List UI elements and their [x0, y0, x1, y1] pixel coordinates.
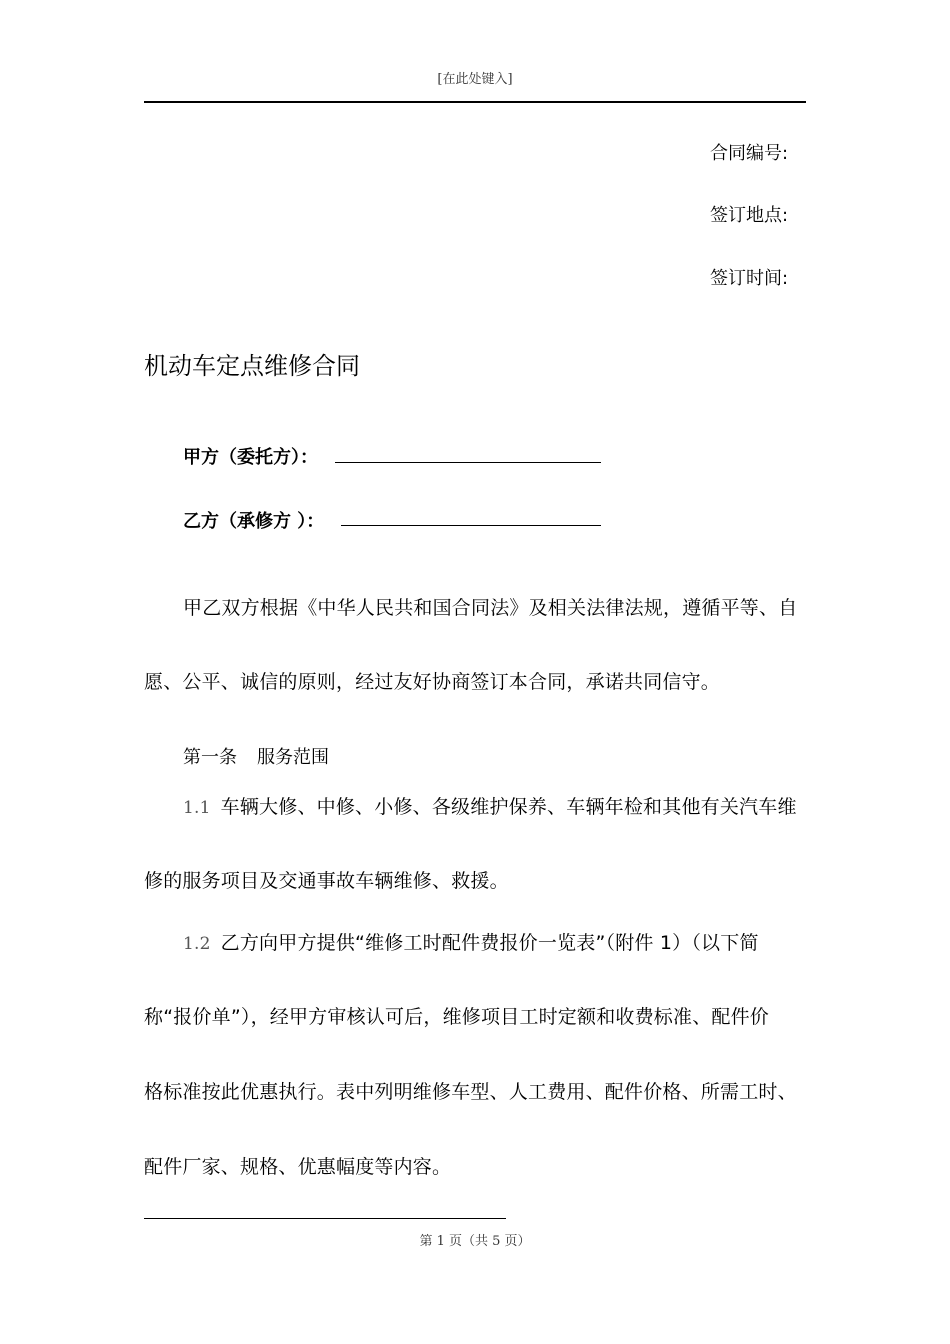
clause-1-2-line-3: 格标准按此优惠执行。表中列明维修车型、人工费用、配件价格、所需工时、: [144, 1081, 797, 1103]
article-1-title: 服务范围: [257, 747, 329, 768]
clause-1-2-text: 乙方向甲方提供“维修工时配件费报价一览表”（附件 1）（以下简: [220, 932, 759, 954]
preamble-line-1: 甲乙双方根据《中华人民共和国合同法》及相关法律法规，遵循平等、自: [183, 597, 798, 619]
document-title: 机动车定点维修合同: [144, 352, 360, 380]
party-b-label: 乙方（承修方 ）：: [183, 511, 325, 532]
clause-1-2-line-4: 配件厂家、规格、优惠幅度等内容。: [144, 1156, 452, 1178]
page-header: [在此处键入]: [437, 72, 513, 87]
clause-1-1-text: 车辆大修、中修、小修、各级维护保养、车辆年检和其他有关汽车维: [220, 796, 797, 818]
party-a-label: 甲方（委托方）：: [183, 447, 318, 468]
party-b-blank-line: [341, 525, 601, 526]
footer-divider: [144, 1218, 506, 1219]
clause-1-1-number: 1.1: [183, 798, 211, 818]
article-1-number: 第一条: [183, 747, 237, 768]
party-a-blank-line: [335, 462, 601, 463]
clause-1-2-line-2: 称“报价单”），经甲方审核认可后，维修项目工时定额和收费标准、配件价: [144, 1006, 769, 1028]
clause-1-1-line-1: [183, 792, 797, 819]
clause-1-2-number: 1.2: [183, 934, 211, 954]
page-number: 第 1 页（共 5 页）: [419, 1234, 531, 1249]
clause-1-2-line-1: [183, 928, 759, 955]
signing-place-label: 签订地点:: [710, 205, 789, 226]
article-1-heading: [183, 743, 329, 769]
preamble-line-2: 愿、公平、诚信的原则，经过友好协商签订本合同，承诺共同信守。: [144, 671, 721, 693]
contract-number-label: 合同编号:: [710, 143, 789, 164]
signing-time-label: 签订时间:: [710, 268, 789, 289]
clause-1-1-line-2: 修的服务项目及交通事故车辆维修、救援。: [144, 870, 509, 892]
header-divider: [144, 101, 806, 103]
